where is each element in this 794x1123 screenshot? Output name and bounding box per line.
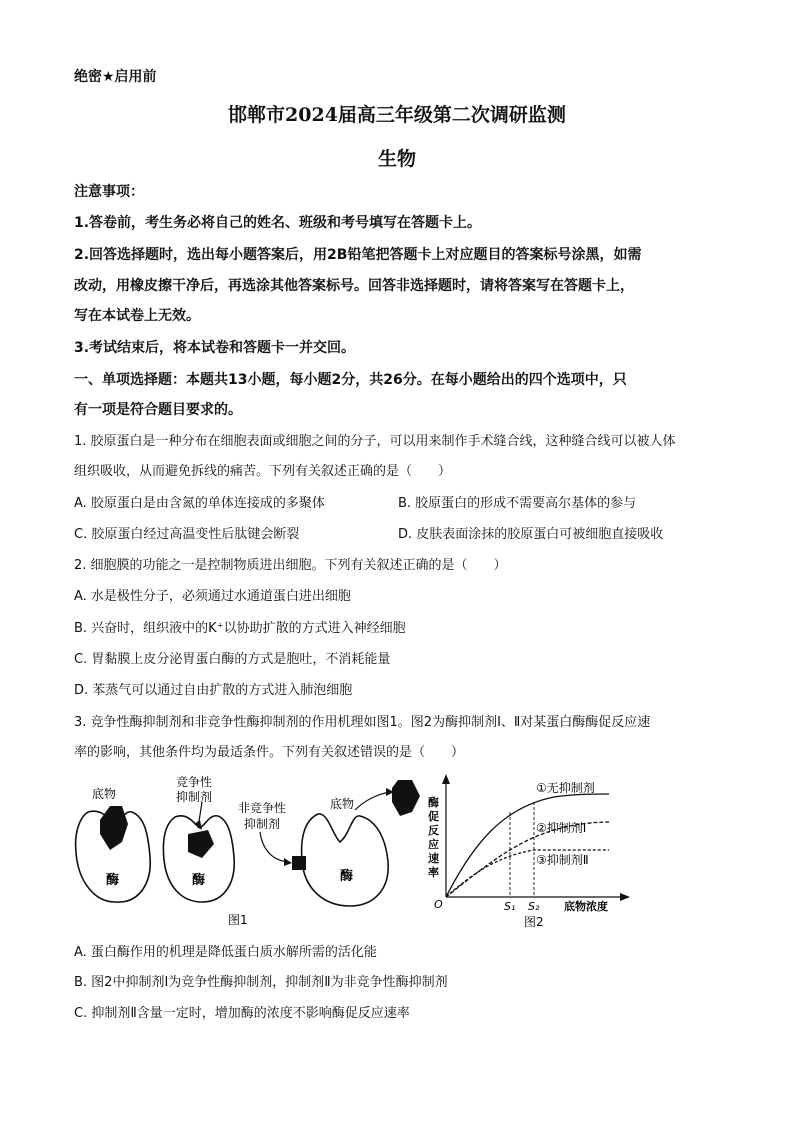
- q2-option-d: D. 苯蒸气可以通过自由扩散的方式进入肺泡细胞: [74, 683, 353, 698]
- fig2-origin: O: [434, 898, 443, 911]
- subject-title: 生物: [377, 148, 416, 170]
- fig2-ylabel-6: 率: [428, 866, 439, 879]
- fig1-substrate-label: 底物: [92, 787, 117, 801]
- figure-1: [70, 772, 420, 932]
- q3-stem: 3. 竞争性酶抑制剂和非竞争性酶抑制剂的作用机理如图1。图2为酶抑制剂Ⅰ、Ⅱ对某蛋白酶酶促反应速: [74, 715, 651, 730]
- exam-title: 邯郸市2024届高三年级第二次调研监测: [228, 104, 566, 126]
- fig2-ylabel-5: 速: [428, 852, 439, 865]
- figure-2: [424, 772, 630, 932]
- fig2-ylabel-1: 酶: [428, 796, 439, 809]
- notice-item-2-cont: 改动，用橡皮擦干净后，再选涂其他答案标号。回答非选择题时，请将答案写在答题卡上，: [74, 278, 634, 294]
- notice-item-1: 1.答卷前，考生务必将自己的姓名、班级和考号填写在答题卡上。: [74, 215, 482, 231]
- q1-option-b: B. 胶原蛋白的形成不需要高尔基体的参与: [398, 496, 637, 511]
- noncompetitive-inhibitor-shape: [292, 856, 306, 870]
- q1-stem-cont: 组织吸收，从而避免拆线的痛苦。下列有关叙述正确的是（ ）: [74, 464, 452, 479]
- fig2-ylabel-3: 反: [428, 824, 439, 837]
- q1-option-d: D. 皮肤表面涂抹的胶原蛋白可被细胞直接吸收: [398, 527, 664, 542]
- fig1-noncompetitive-label-1: 非竞争性: [238, 801, 287, 815]
- q2-stem: 2. 细胞膜的功能之一是控制物质进出细胞。下列有关叙述正确的是（ ）: [74, 558, 507, 573]
- fig1-competitive-label-2: 抑制剂: [176, 790, 213, 804]
- fig2-s1: S₁: [504, 900, 516, 913]
- released-substrate-shape: [392, 780, 420, 816]
- fig1-substrate-label-2: 底物: [330, 797, 355, 811]
- q1-stem: 1. 胶原蛋白是一种分布在细胞表面或细胞之间的分子，可以用来制作手术缝合线，这种缝合线可以被人体: [74, 434, 676, 449]
- fig2-caption: 图2: [524, 915, 544, 929]
- substrate-shape: [100, 806, 128, 850]
- q2-option-a: A. 水是极性分子，必须通过水通道蛋白进出细胞: [74, 589, 351, 604]
- fig1-enzyme-label-3: 酶: [340, 869, 354, 884]
- q1-option-c: C. 胶原蛋白经过高温变性后肽键会断裂: [74, 527, 300, 542]
- notice-item-2-end: 写在本试卷上无效。: [74, 308, 200, 324]
- fig1-enzyme-label-2: 酶: [192, 873, 206, 888]
- q3-option-b: B. 图2中抑制剂Ⅰ为竞争性酶抑制剂，抑制剂Ⅱ为非竞争性酶抑制剂: [74, 975, 448, 990]
- fig2-xlabel: 底物浓度: [564, 900, 608, 913]
- fig2-curve3-label: ③抑制剂Ⅱ: [536, 853, 589, 867]
- fig2-ylabel-2: 促: [428, 810, 439, 823]
- q1-option-a: A. 胶原蛋白是由含氮的单体连接成的多聚体: [74, 496, 325, 511]
- fig2-curve2-label: ②抑制剂Ⅰ: [536, 821, 587, 835]
- notice-item-3: 3.考试结束后，将本试卷和答题卡一并交回。: [74, 340, 356, 356]
- q3-stem-cont: 率的影响，其他条件均为最适条件。下列有关叙述错误的是（ ）: [74, 745, 465, 760]
- q3-option-c: C. 抑制剂Ⅱ含量一定时，增加酶的浓度不影响酶促反应速率: [74, 1006, 410, 1021]
- q3-option-a: A. 蛋白酶作用的机理是降低蛋白质水解所需的活化能: [74, 945, 377, 960]
- fig1-caption: 图1: [228, 913, 248, 927]
- fig1-enzyme-label-1: 酶: [106, 873, 120, 888]
- competitive-inhibitor-shape: [188, 830, 214, 858]
- fig1-noncompetitive-label-2: 抑制剂: [244, 817, 281, 831]
- q2-option-c: C. 胃黏膜上皮分泌胃蛋白酶的方式是胞吐，不消耗能量: [74, 652, 391, 667]
- fig2-ylabel-4: 应: [428, 838, 439, 851]
- section-heading: 一、单项选择题：本题共13小题，每小题2分，共26分。在每小题给出的四个选项中，只: [74, 372, 627, 388]
- secret-mark: 绝密★启用前: [74, 69, 157, 85]
- section-heading-cont: 有一项是符合题目要求的。: [74, 402, 242, 418]
- curve-no-inhibitor: [446, 794, 609, 897]
- notice-item-2: 2.回答选择题时，选出每小题答案后，用2B铅笔把答题卡上对应题目的答案标号涂黑，如需: [74, 247, 642, 263]
- fig2-s2: S₂: [528, 900, 540, 913]
- fig1-competitive-label-1: 竞争性: [176, 775, 213, 789]
- notice-heading: 注意事项：: [74, 184, 144, 200]
- q2-option-b: B. 兴奋时，组织液中的K⁺以协助扩散的方式进入神经细胞: [74, 621, 406, 636]
- fig2-curve1-label: ①无抑制剂: [536, 781, 595, 795]
